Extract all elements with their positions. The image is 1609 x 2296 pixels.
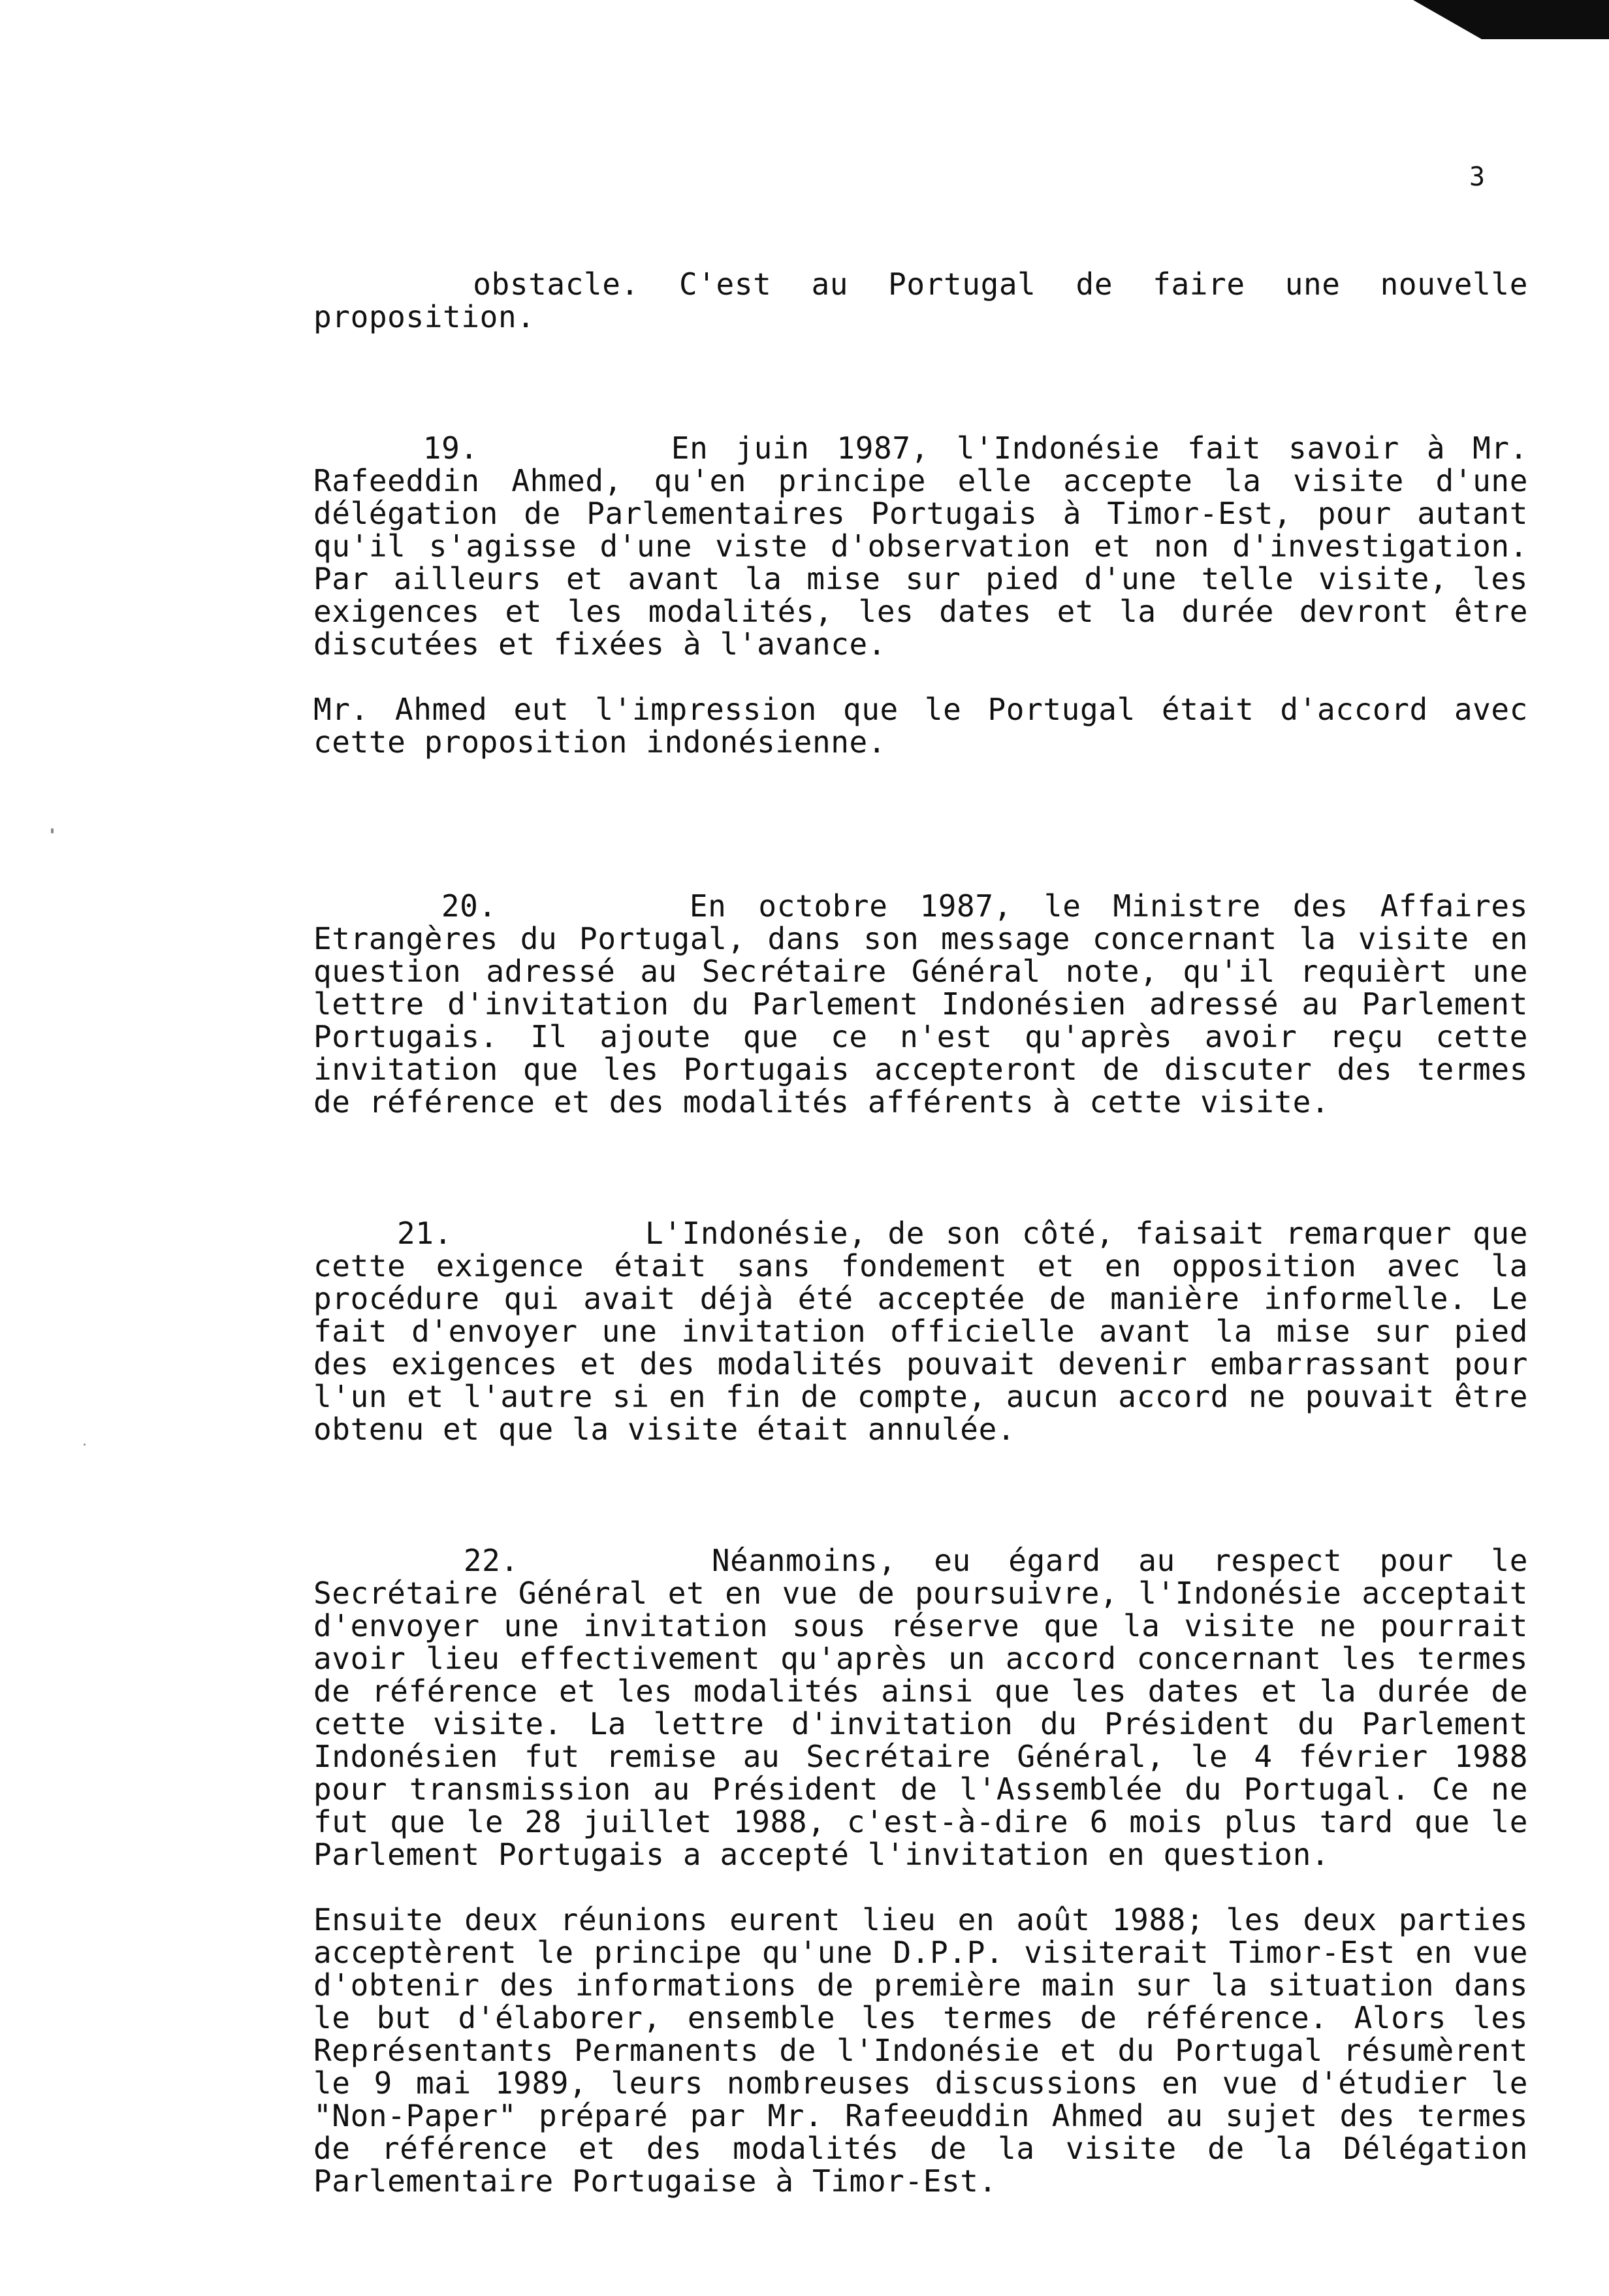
paragraph-text: Néanmoins, eu égard au respect pour le Secrétaire Général et en vue de poursuivre, l'Indonésie acceptait d'envoyer une invitation sous réserve que la visite ne pourrait avoir lieu effectivement qu'après un accord concernant les termes de référence et les modalités ainsi que les dates et la durée de cette visite. La lettre d'invitation du Président du Parlement Indonésien fut remise au Secrétaire Général, le 4 février 1988 pour transmission au Président de l'Assemblée du Portugal. Ce ne fut que le 28 juillet 1988, c'est-à-dire 6 mois plus tard que le Parlement Portugais a accepté l'invitation en question. xyxy=(313,1543,1547,1872)
paragraph-text: obstacle. C'est au Portugal de faire une nouvelle proposition. xyxy=(313,267,1547,334)
scan-speck xyxy=(84,1444,86,1446)
paragraph-number: 19. xyxy=(422,430,479,466)
paragraph-19 xyxy=(313,399,1547,824)
paragraph-continuation: Mr. Ahmed eut l'impression que le Portugal était d'accord avec cette proposition indonésienne. xyxy=(313,692,1547,760)
paragraph-text: En octobre 1987, le Ministre des Affaires Etrangères du Portugal, dans son message concernant la visite en question adressé au Secrétaire Général note, qu'il requièrt une lettre d'invitation du Parlement Indonésien adressé au Parlement Portugais. Il ajoute que ce n'est qu'après avoir reçu cette invitation que les Portugais accepteront de discuter des termes de référence et des modalités afférents à cette visite. xyxy=(313,888,1547,1120)
paragraph-21 xyxy=(313,1184,1547,1478)
paragraph-number: 20. xyxy=(441,888,497,924)
paragraph-22 xyxy=(313,1512,1547,2263)
scan-corner-mark xyxy=(1413,0,1609,39)
paragraph-text: L'Indonésie, de son côté, faisait remarquer que cette exigence était sans fondement et en opposition avec la procédure qui avait déjà été acceptée de manière informelle. Le fait d'envoyer une invitation officielle avant la mise sur pied des exigences et des modalités pouvait devenir embarrassant pour l'un et l'autre si en fin de compte, aucun accord ne pouvait être obtenu et que la visite était annulée. xyxy=(313,1216,1547,1447)
paragraph-text: En juin 1987, l'Indonésie fait savoir à Mr. Rafeeddin Ahmed, qu'en principe elle accepte la visite d'une délégation de Parlementaires Portugais à Timor-Est, pour autant qu'il s'agisse d'une viste d'observation et non d'investigation. Par ailleurs et avant la mise sur pied d'une telle visite, les exigences et les modalités, les dates et la durée devront être discutées et fixées à l'avance. xyxy=(313,430,1547,662)
paragraph-continued xyxy=(313,235,1547,366)
paragraph-20 xyxy=(313,857,1547,1151)
paragraph-number: 22. xyxy=(463,1543,519,1578)
scan-speck xyxy=(51,828,54,833)
paragraph-continuation: Ensuite deux réunions eurent lieu en août 1988; les deux parties acceptèrent le principe qu'une D.P.P. visiterait Timor-Est en vue d'obtenir des informations de première main sur la situation dans le but d'élaborer, ensemble les termes de référence. Alors les Représentants Permanents de l'Indonésie et du Portugal résumèrent le 9 mai 1989, leurs nombreuses discussions en vue d'étudier le "Non-Paper" préparé par Mr. Rafeeuddin Ahmed au sujet des termes de référence et des modalités de la visite de la Délégation Parlementaire Portugaise à Timor-Est. xyxy=(313,1902,1547,2199)
document-body xyxy=(313,235,1547,2296)
page-number: 3 xyxy=(1469,162,1486,192)
paragraph-number: 21. xyxy=(396,1216,453,1251)
